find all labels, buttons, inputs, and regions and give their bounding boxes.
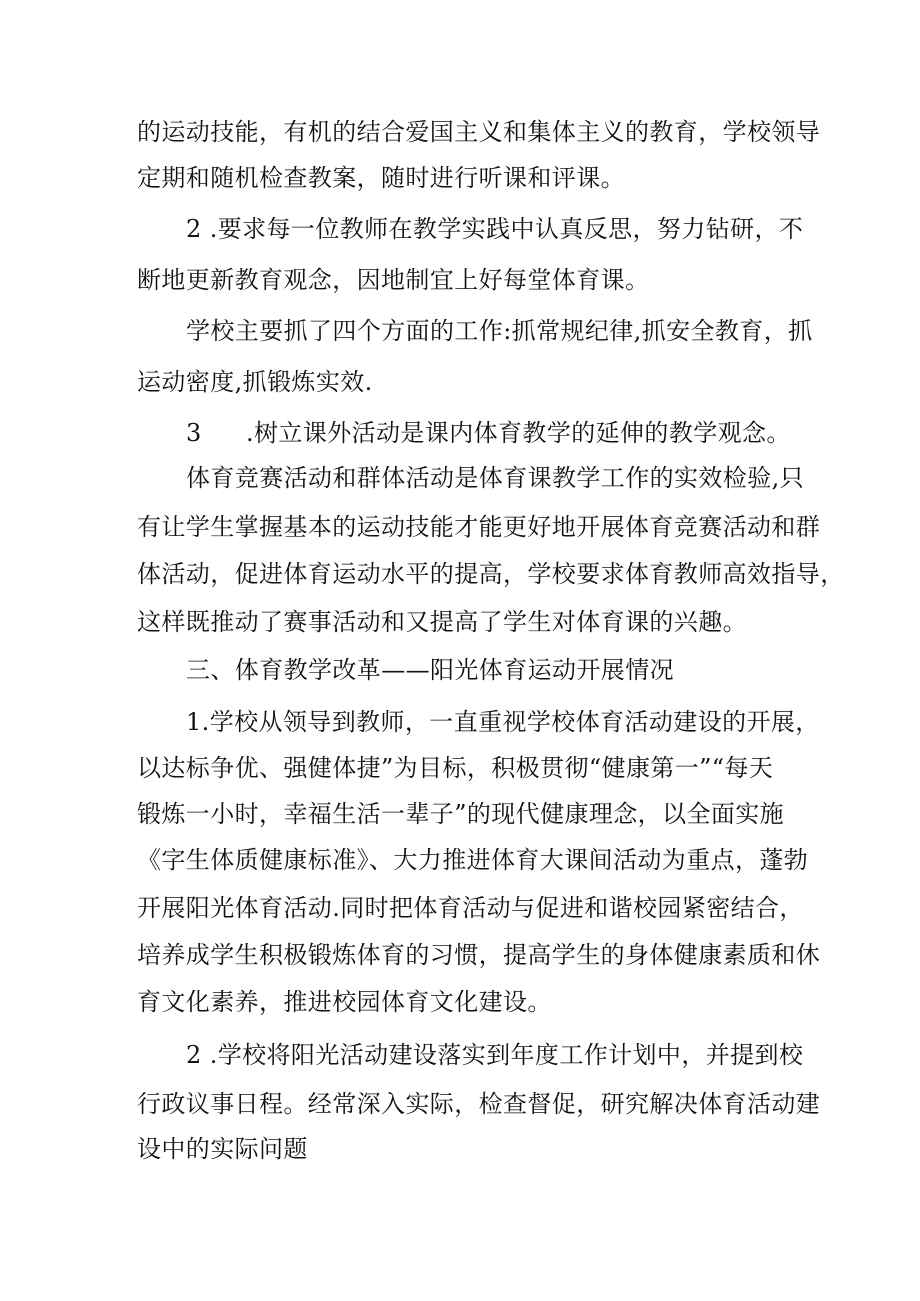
- text-line: 的运动技能，有机的结合爱国主义和集体主义的教育，学校领导: [137, 118, 821, 146]
- text-line: 培养成学生积极锻炼体育的习惯，提高学生的身体健康素质和休: [137, 941, 821, 969]
- text-line: .树立课外活动是课内体育教学的延伸的教学观念。: [246, 419, 791, 447]
- text-line: 以达标争优、强健体捷”为目标，积极贯彻“健康第一”“每天: [137, 754, 774, 782]
- section-heading: 三、体育教学改革——阳光体育运动开展情况: [186, 656, 674, 684]
- text-line: 2 .要求每一位教师在教学实践中认真反思，努力钻研，不: [186, 215, 804, 243]
- text-line: 锻炼一小时，幸福生活一辈子”的现代健康理念，以全面实施: [137, 800, 785, 828]
- text-line: 学校主要抓了四个方面的工作:抓常规纪律,抓安全教育，抓: [186, 317, 813, 345]
- text-line: 2 .学校将阳光活动建设落实到年度工作计划中，并提到校: [186, 1041, 804, 1069]
- text-line: 定期和随机检查教案，随时进行听课和评课。: [137, 164, 625, 192]
- text-line: 育文化素养，推进校园体育文化建设。: [137, 988, 552, 1016]
- text-line: 《字生体质健康标准》、大力推进体育大课间活动为重点，蓬勃: [137, 846, 809, 874]
- text-line: 这样既推动了赛事活动和又提高了学生对体育课的兴趣。: [137, 608, 747, 636]
- text-line: 运动密度,抓锻炼实效.: [137, 368, 373, 396]
- text-line: 1.学校从领导到教师，一直重视学校体育活动建设的开展，: [186, 708, 820, 736]
- text-line: 断地更新教育观念，因地制宜上好每堂体育课。: [137, 266, 650, 294]
- list-number: 3: [186, 419, 202, 447]
- text-line: 体活动，促进体育运动水平的提高，学校要求体育教师高效指导，: [137, 560, 845, 588]
- text-line: 开展阳光体育活动.同时把体育活动与促进和谐校园紧密结合，: [137, 894, 804, 922]
- text-line: 设中的实际问题: [137, 1135, 308, 1163]
- text-line: 有让学生掌握基本的运动技能才能更好地开展体育竞赛活动和群: [137, 513, 821, 541]
- text-line: 行政议事日程。经常深入实际，检查督促，研究解决体育活动建: [137, 1090, 821, 1118]
- text-line: 体育竞赛活动和群体活动是体育课教学工作的实效检验,只: [186, 464, 805, 492]
